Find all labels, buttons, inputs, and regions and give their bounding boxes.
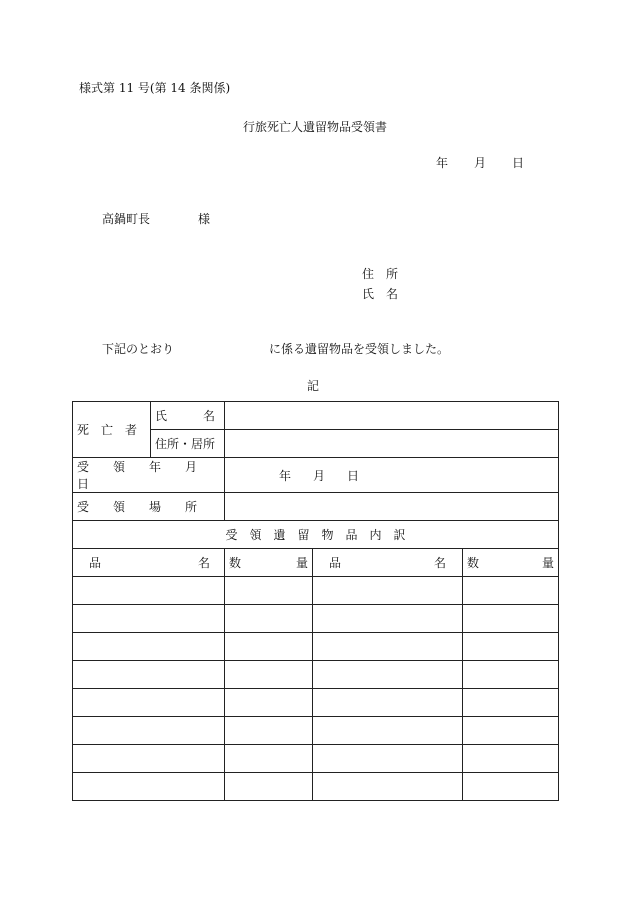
quantity-cell[interactable] xyxy=(463,605,559,633)
table-row xyxy=(73,773,559,801)
addressee-honorific: 様 xyxy=(198,212,211,226)
item-name-cell[interactable] xyxy=(313,633,463,661)
item-name-cell[interactable] xyxy=(73,773,225,801)
receipt-date-field[interactable]: 年 月 日 xyxy=(225,458,559,493)
addressee xyxy=(102,212,210,226)
deceased-label: 死 亡 者 xyxy=(73,402,151,458)
statement-before: 下記のとおり xyxy=(102,342,175,356)
table-row xyxy=(73,605,559,633)
item-name-cell[interactable] xyxy=(73,689,225,717)
quantity-cell[interactable] xyxy=(225,605,313,633)
item-name-cell[interactable] xyxy=(73,745,225,773)
deceased-name-label: 氏 名 xyxy=(151,402,225,430)
document-title: 行旅死亡人遺留物品受領書 xyxy=(242,120,387,134)
quantity-cell[interactable] xyxy=(463,661,559,689)
quantity-cell[interactable] xyxy=(225,717,313,745)
day-label: 日 xyxy=(512,156,525,170)
receipt-date-label: 受 領 年 月 日 xyxy=(73,458,225,493)
col-item-name-1: 品 名 xyxy=(73,549,225,577)
table-row xyxy=(73,661,559,689)
quantity-cell[interactable] xyxy=(463,577,559,605)
item-name-cell[interactable] xyxy=(73,605,225,633)
item-name-cell[interactable] xyxy=(313,577,463,605)
quantity-cell[interactable] xyxy=(225,661,313,689)
item-name-cell[interactable] xyxy=(73,577,225,605)
item-rows xyxy=(73,577,559,801)
quantity-cell[interactable] xyxy=(463,745,559,773)
item-name-cell[interactable] xyxy=(73,717,225,745)
table-row xyxy=(73,717,559,745)
quantity-cell[interactable] xyxy=(225,773,313,801)
quantity-cell[interactable] xyxy=(225,577,313,605)
deceased-address-field[interactable] xyxy=(225,430,559,458)
quantity-cell[interactable] xyxy=(463,633,559,661)
year-label: 年 xyxy=(436,156,449,170)
col-item-name-2: 品 名 xyxy=(313,549,463,577)
statement xyxy=(102,342,449,356)
month-label: 月 xyxy=(474,156,487,170)
item-name-cell[interactable] xyxy=(313,605,463,633)
quantity-cell[interactable] xyxy=(463,717,559,745)
quantity-cell[interactable] xyxy=(225,633,313,661)
item-name-cell[interactable] xyxy=(73,661,225,689)
receipt-place-field[interactable] xyxy=(225,493,559,521)
statement-after: に係る遺留物品を受領しました。 xyxy=(269,342,450,356)
receipt-table xyxy=(72,401,559,801)
recipient-address-label: 住 所 xyxy=(362,267,399,281)
breakdown-title: 受 領 遺 留 物 品 内 訳 xyxy=(73,521,559,549)
item-name-cell[interactable] xyxy=(313,661,463,689)
item-name-cell[interactable] xyxy=(313,717,463,745)
item-name-cell[interactable] xyxy=(313,689,463,717)
item-name-cell[interactable] xyxy=(313,773,463,801)
item-name-cell[interactable] xyxy=(73,633,225,661)
quantity-cell[interactable] xyxy=(463,689,559,717)
item-name-cell[interactable] xyxy=(313,745,463,773)
quantity-cell[interactable] xyxy=(225,745,313,773)
ki-heading: 記 xyxy=(306,379,319,393)
deceased-name-field[interactable] xyxy=(225,402,559,430)
table-row xyxy=(73,633,559,661)
table-row xyxy=(73,745,559,773)
quantity-cell[interactable] xyxy=(225,689,313,717)
table-row xyxy=(73,689,559,717)
col-quantity-1: 数 量 xyxy=(225,549,313,577)
date-line xyxy=(436,156,524,170)
form-number: 様式第 11 号(第 14 条関係) xyxy=(79,81,231,95)
deceased-address-label: 住所・居所 xyxy=(151,430,225,458)
quantity-cell[interactable] xyxy=(463,773,559,801)
col-quantity-2: 数 量 xyxy=(463,549,559,577)
addressee-name: 高鍋町長 xyxy=(102,212,151,226)
recipient-name-label: 氏 名 xyxy=(362,287,399,301)
table-row xyxy=(73,577,559,605)
receipt-place-label: 受 領 場 所 xyxy=(73,493,225,521)
